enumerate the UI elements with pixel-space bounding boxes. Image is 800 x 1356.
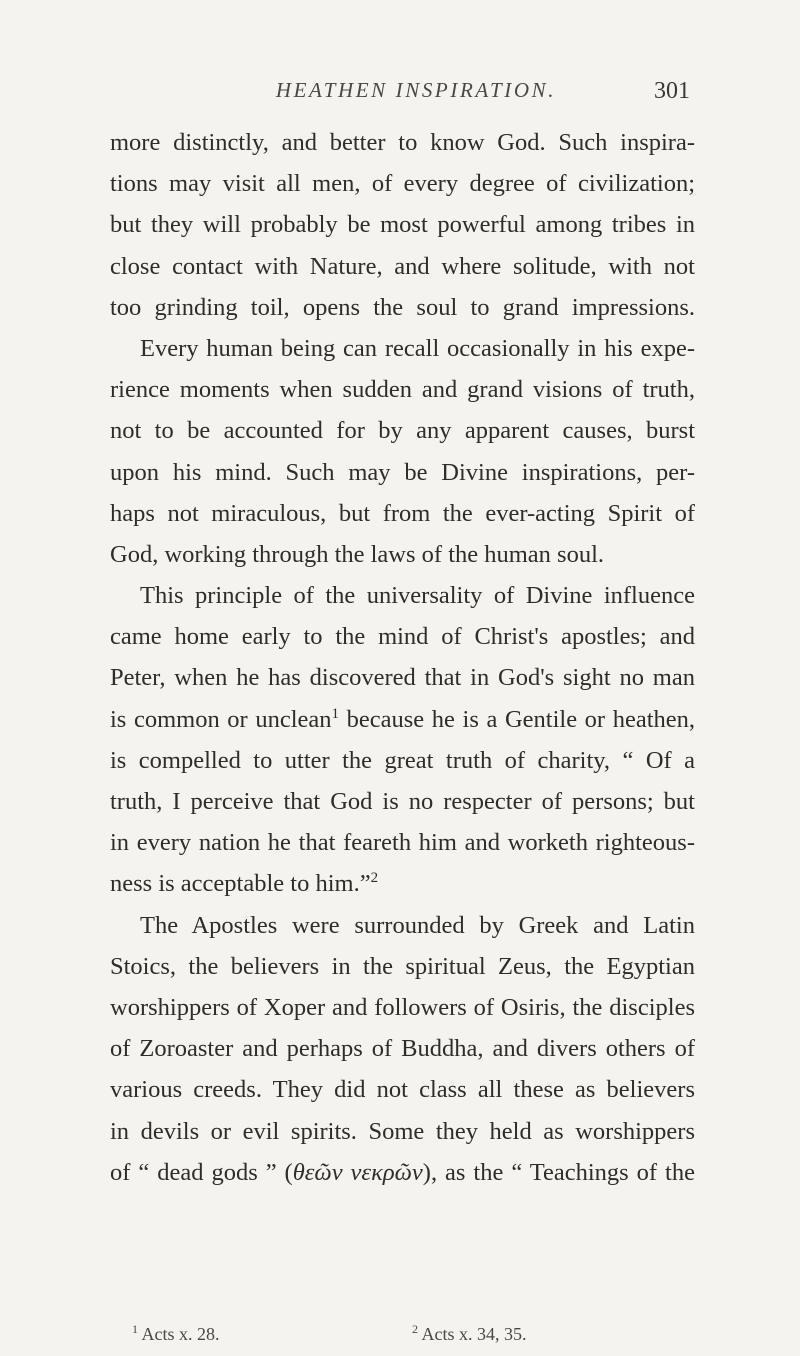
text-line: upon his mind. Such may be Divine inspirations, per- <box>110 458 695 486</box>
footnote-text: Acts x. 34, 35. <box>421 1324 527 1344</box>
text-line: The Apostles were surrounded by Greek and Latin <box>140 911 695 939</box>
text-line: Stoics, the believers in the spiritual Zeus, the Egyptian <box>110 952 695 980</box>
text-line: in devils or evil spirits. Some they held as worshippers <box>110 1117 695 1145</box>
text-line: close contact with Nature, and where solitude, with not <box>110 252 695 280</box>
body-text <box>110 122 695 1193</box>
text-line: This principle of the universality of Divine influence <box>140 582 695 610</box>
footnote-mark: 2 <box>412 1322 418 1336</box>
text-line: Peter, when he has discovered that in God's sight no man <box>110 664 695 692</box>
text-line: worshippers of Xoper and followers of Osiris, the disciples <box>110 993 695 1021</box>
text-line: too grinding toil, opens the soul to grand impressions. <box>110 293 695 321</box>
text-line <box>110 1152 695 1193</box>
footnote-text: Acts x. 28. <box>141 1324 220 1344</box>
text-line: came home early to the mind of Christ's apostles; and <box>110 623 695 651</box>
text-line: is compelled to utter the great truth of charity, “ Of a <box>110 746 695 774</box>
text-segment: of “ dead gods ” ( <box>110 1158 293 1186</box>
footnote <box>412 1324 527 1345</box>
text-line: Every human being can recall occasionally in his expe- <box>140 334 695 362</box>
footnote-ref: 1 <box>331 705 340 722</box>
text-line: haps not miraculous, but from the ever-acting Spirit of <box>110 499 695 527</box>
text-line: various creeds. They did not class all these as believers <box>110 1076 695 1104</box>
footnote-ref: 2 <box>370 870 379 887</box>
text-line: of Zoroaster and perhaps of Buddha, and divers others of <box>110 1035 695 1063</box>
text-line <box>110 863 695 904</box>
text-line: tions may visit all men, of every degree of civilization; <box>110 170 695 198</box>
text-line: not to be accounted for by any apparent causes, burst <box>110 417 695 445</box>
page-number: 301 <box>654 78 690 104</box>
text-segment: because he is a Gentile or heathen, <box>346 705 695 733</box>
text-segment: ), as the “ Teachings of the <box>422 1158 695 1186</box>
page-header <box>0 78 800 108</box>
footnote <box>132 1324 220 1345</box>
text-line: truth, I perceive that God is no respecter of persons; but <box>110 788 695 815</box>
footnote-mark: 1 <box>132 1322 138 1336</box>
text-segment: ness is acceptable to him.” <box>110 870 371 898</box>
greek-phrase: θεῶν νεκρῶν <box>292 1158 423 1186</box>
text-line: but they will probably be most powerful among tribes in <box>110 211 695 239</box>
text-segment: is common or unclean <box>110 705 332 733</box>
running-head: HEATHEN INSPIRATION. <box>275 78 557 102</box>
text-line: more distinctly, and better to know God. Such inspira- <box>110 129 695 156</box>
text-line: God, working through the laws of the human soul. <box>110 540 605 568</box>
footnotes <box>110 1324 695 1352</box>
text-line: in every nation he that feareth him and worketh righteous- <box>110 829 695 857</box>
text-line <box>110 699 695 740</box>
text-line: rience moments when sudden and grand visions of truth, <box>110 376 695 404</box>
